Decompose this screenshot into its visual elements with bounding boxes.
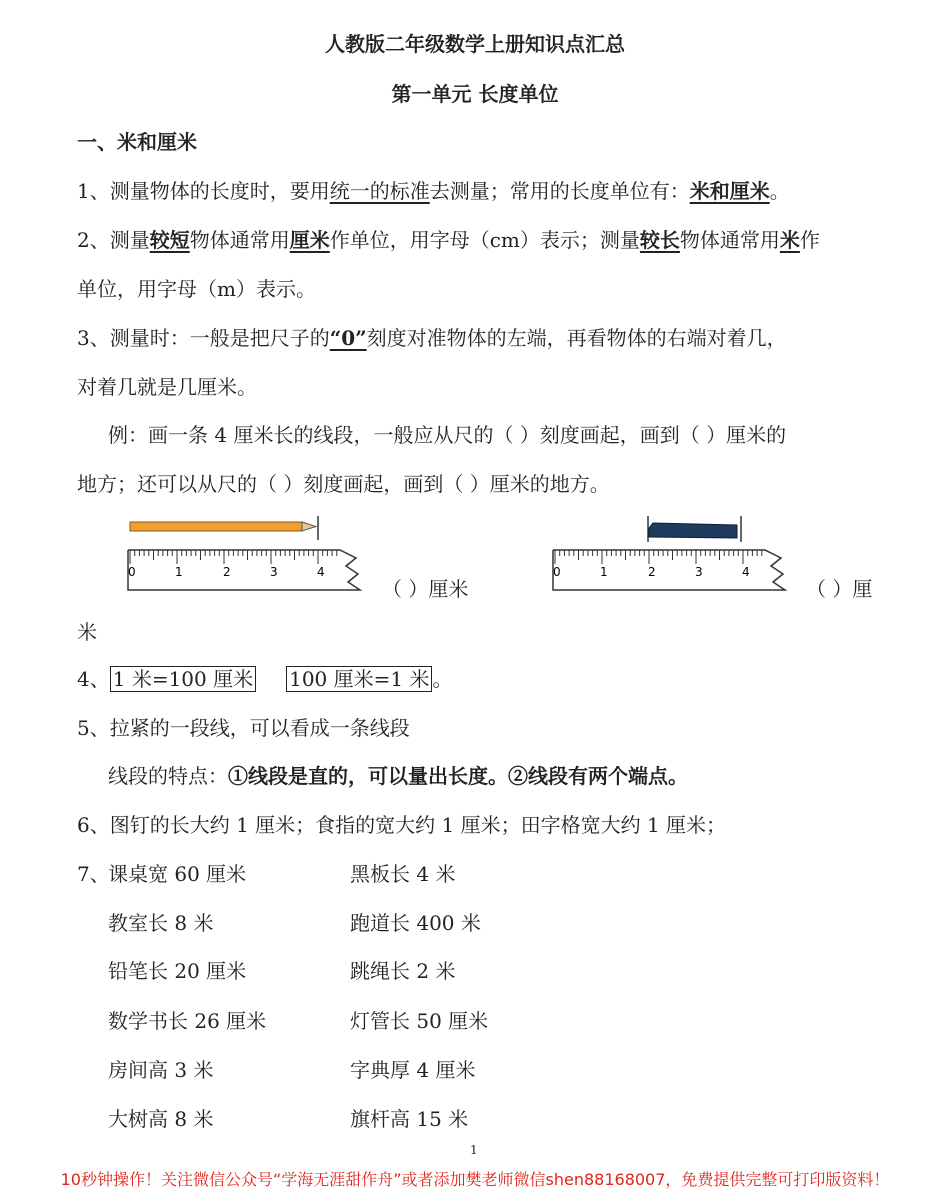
list-item: 灯管长 50 厘米 bbox=[350, 1009, 489, 1033]
list-item: 数学书长 26 厘米 bbox=[108, 1009, 267, 1033]
ruler-1-tick-label-0: 0 bbox=[128, 565, 136, 579]
point-7-prefix: 7、 bbox=[77, 862, 110, 886]
point-4-suffix: 。 bbox=[432, 667, 453, 691]
ruler-2-tick-label-0: 0 bbox=[553, 565, 561, 579]
point-2-underline-d: 米 bbox=[779, 228, 800, 252]
promo-footer: 10秒钟操作！关注微信公众号“学海无涯甜作舟”或者添加樊老师微信shen88168007，免费提供完整可打印版资料！ bbox=[60, 1170, 890, 1189]
point-1-underline-b: 米和厘米 bbox=[689, 179, 770, 203]
point-5: 5、拉紧的一段线，可以看成一条线段 bbox=[77, 716, 410, 740]
pencil bbox=[130, 522, 302, 531]
point-3-text-a: 3、测量时：一般是把尺子的 bbox=[77, 326, 330, 350]
list-item: 大树高 8 米 bbox=[108, 1107, 214, 1131]
point-1-text-c: 。 bbox=[769, 179, 790, 203]
point-2-text-d: 物体通常用 bbox=[679, 228, 780, 252]
point-5-features bbox=[108, 762, 688, 790]
point-4 bbox=[77, 665, 452, 693]
point-2-underline-c: 较长 bbox=[639, 228, 680, 252]
ruler-2-figure bbox=[545, 510, 805, 600]
point-3-continued: 对着几就是几厘米。 bbox=[77, 375, 257, 399]
ruler-2-tick-label-3: 3 bbox=[695, 565, 703, 579]
point-2-underline-b: 厘米 bbox=[289, 228, 330, 252]
point-1-underline-a: 统一的标准 bbox=[329, 179, 430, 203]
list-item: 房间高 3 米 bbox=[108, 1058, 214, 1082]
unit-title: 第一单元 长度单位 bbox=[391, 82, 559, 106]
list-item: 铅笔长 20 厘米 bbox=[108, 959, 247, 983]
marker bbox=[649, 523, 737, 538]
point-2-continued: 单位，用字母（m）表示。 bbox=[77, 277, 316, 301]
point-5-features-label: 线段的特点： bbox=[108, 764, 228, 788]
point-2-underline-a: 较短 bbox=[149, 228, 190, 252]
point-2-text-c: 作单位，用字母（cm）表示；测量 bbox=[329, 228, 640, 252]
point-4-box-1: 1 米=100 厘米 bbox=[110, 666, 256, 692]
list-item: 跑道长 400 米 bbox=[350, 911, 481, 935]
point-2-text-e: 作 bbox=[799, 228, 820, 252]
list-item: 课桌宽 60 厘米 bbox=[108, 862, 247, 886]
point-5-features-text: ①线段是直的，可以量出长度。②线段有两个端点。 bbox=[228, 764, 688, 788]
ruler-1-tick-label-1: 1 bbox=[175, 565, 183, 579]
point-4-box-2: 100 厘米=1 米 bbox=[286, 666, 432, 692]
ruler-1-tick-label-2: 2 bbox=[223, 565, 231, 579]
ruler-2-answer-wrap: 米 bbox=[77, 620, 97, 644]
point-6: 6、图钉的长大约 1 厘米；食指的宽大约 1 厘米；田字格宽大约 1 厘米； bbox=[77, 813, 727, 837]
point-3-underline: “0” bbox=[329, 326, 367, 350]
example-line-1: 例：画一条 4 厘米长的线段，一般应从尺的（ ）刻度画起，画到（ ）厘米的 bbox=[108, 423, 787, 447]
ruler-1-tick-label-3: 3 bbox=[270, 565, 278, 579]
list-item: 教室长 8 米 bbox=[108, 911, 214, 935]
ruler-2-tick-label-4: 4 bbox=[742, 565, 750, 579]
point-1-text-b: 去测量；常用的长度单位有： bbox=[429, 179, 690, 203]
pencil-tip bbox=[302, 522, 316, 531]
point-3 bbox=[77, 324, 787, 352]
list-item: 黑板长 4 米 bbox=[350, 862, 456, 886]
list-item: 旗杆高 15 米 bbox=[350, 1107, 469, 1131]
point-1-text-a: 1、测量物体的长度时，要用 bbox=[77, 179, 330, 203]
ruler-2-tick-label-1: 1 bbox=[600, 565, 608, 579]
list-item: 字典厚 4 厘米 bbox=[350, 1058, 476, 1082]
ruler-1-tick-label-4: 4 bbox=[317, 565, 325, 579]
point-2-text-b: 物体通常用 bbox=[189, 228, 290, 252]
section-heading: 一、米和厘米 bbox=[77, 130, 197, 154]
point-4-prefix: 4、 bbox=[77, 667, 110, 691]
page-number: 1 bbox=[470, 1143, 478, 1157]
point-2 bbox=[77, 226, 820, 254]
list-item: 跳绳长 2 米 bbox=[350, 959, 456, 983]
document-title: 人教版二年级数学上册知识点汇总 bbox=[325, 32, 625, 56]
point-3-text-b: 刻度对准物体的左端，再看物体的右端对着几， bbox=[366, 326, 787, 350]
ruler-1-figure bbox=[120, 510, 380, 600]
example-line-2: 地方；还可以从尺的（ ）刻度画起，画到（ ）厘米的地方。 bbox=[77, 472, 610, 496]
point-1 bbox=[77, 177, 790, 205]
point-2-text-a: 2、测量 bbox=[77, 228, 150, 252]
ruler-2-answer: （ ）厘 bbox=[806, 577, 873, 601]
ruler-1-answer: （ ）厘米 bbox=[382, 577, 469, 601]
ruler-2-tick-label-2: 2 bbox=[648, 565, 656, 579]
